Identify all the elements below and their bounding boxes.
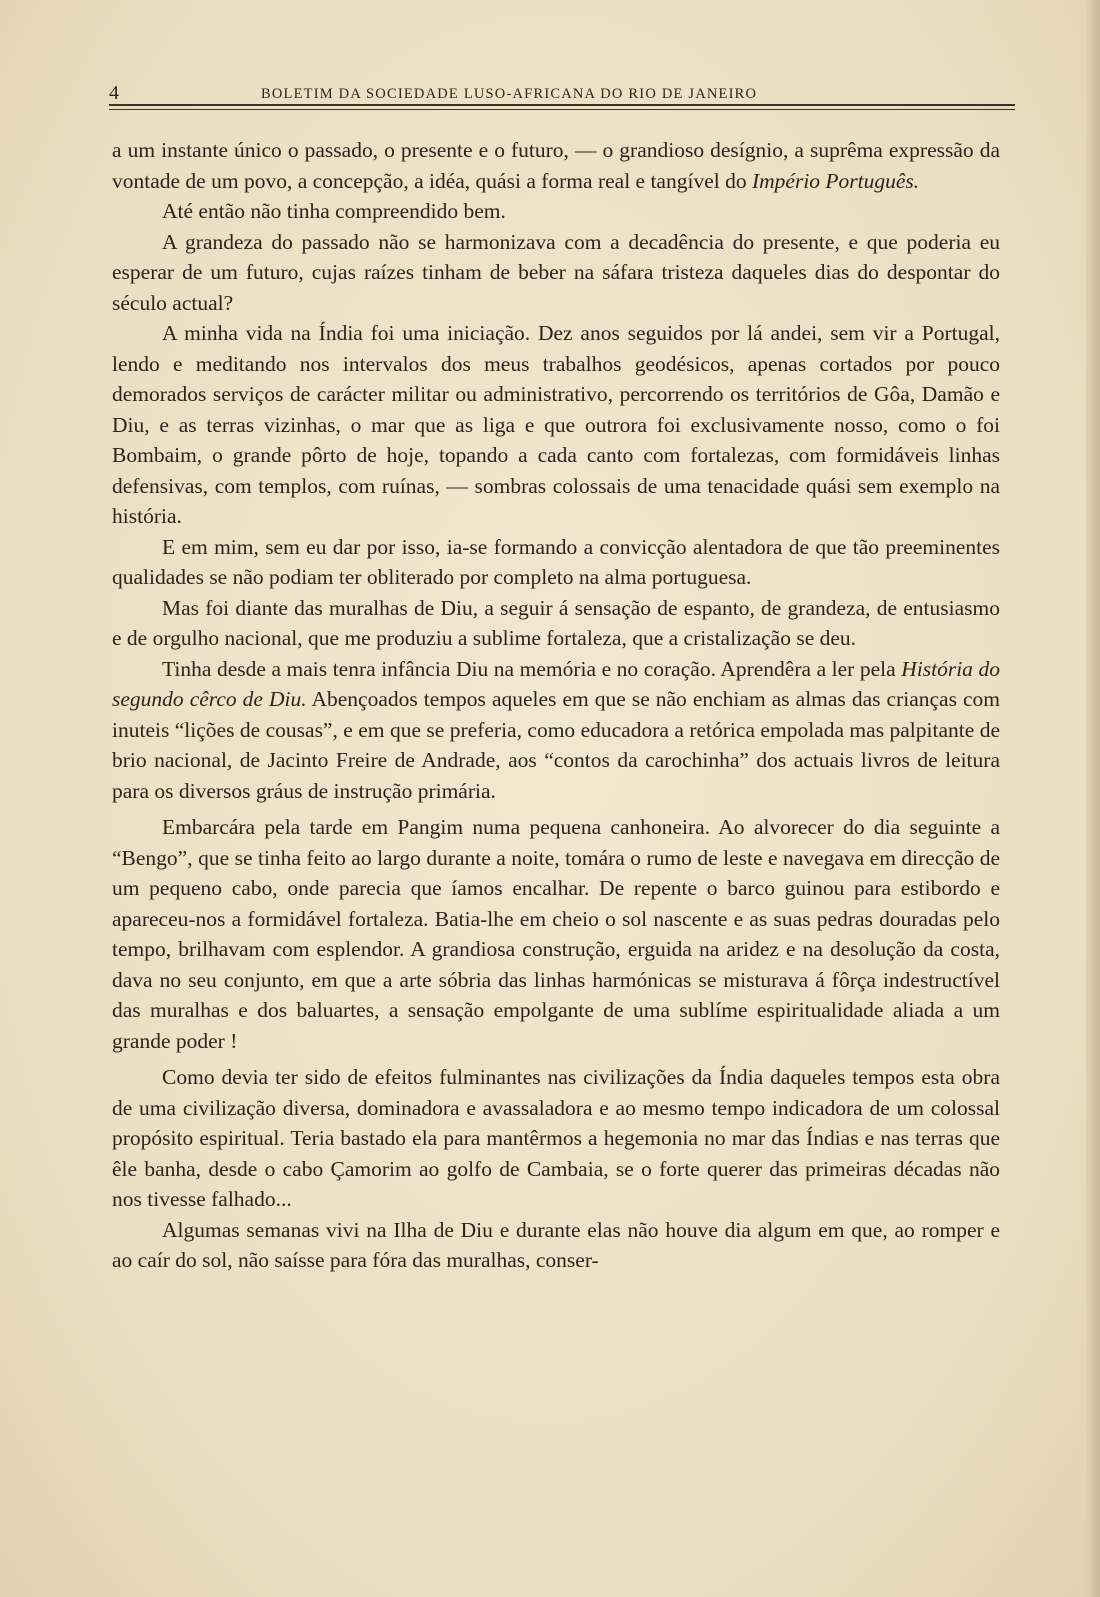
page-number: 4 (109, 82, 119, 104)
paragraph: Algumas semanas vivi na Ilha de Diu e durante elas não houve dia algum em que, ao romper e ao caír do sol, não saísse para fóra das muralhas, conser- (112, 1217, 1000, 1272)
paragraph-continued (112, 135, 1000, 196)
paragraph (112, 654, 1000, 807)
italic-title: História do segundo cêrco de Diu. (112, 656, 1000, 711)
header-rule-thick (109, 104, 1015, 106)
paragraph: Como devia ter sido de efeitos fulminantes nas civilizações da Índia daqueles tempos esta obra de uma civilização diversa, dominadora e avassaladora e ao mesmo tempo indicadora de um colossal propósito espiritual. Teria bastado ela para mantêrmos a hegemonia no mar das Índias e nas terras que êle banha, desde o cabo Çamorim ao golfo de Cambaia, se o forte querer das primeiras décadas não nos tivesse falhado... (112, 1065, 1000, 1211)
header-rule-thin (109, 109, 1015, 110)
paragraph: Embarcára pela tarde em Pangim numa pequena canhoneira. Ao alvorecer do dia seguinte a “Bengo”, que se tinha feito ao largo durante a noite, tomára o rumo de leste e navegava em direcção de um pequeno cabo, onde parecia que íamos encalhar. De repente o barco guinou para estibordo e apareceu-nos a formidável fortaleza. Batia-lhe em cheio o sol nascente e as suas pedras douradas pelo tempo, brilhavam com esplendor. A grandiosa construção, erguida na aridez e na desolução da costa, dava no seu conjunto, em que a arte sóbria das linhas harmónicas se misturava á fôrça indestructível das muralhas e dos baluartes, a sensação empolgante de uma sublíme espiritualidade aliada a um grande poder ! (112, 815, 1000, 1053)
italic-phrase: Império Português. (751, 168, 920, 193)
paragraph: Até então não tinha compreendido bem. (162, 199, 506, 223)
running-title: BOLETIM DA SOCIEDADE LUSO-AFRICANA DO RIO DE JANEIRO (261, 86, 758, 102)
paragraph-text: a um instante único o passado, o presente e o futuro, — o grandioso desígnio, a suprêma expressão da vontade de um povo, a concepção, a idéa, quási a forma real e tangível do (112, 138, 1000, 193)
paragraph: A grandeza do passado não se harmonizava com a decadência do presente, e que poderia eu esperar de um futuro, cujas raízes tinham de beber na sáfara tristeza daqueles dias do despontar do século actual? (112, 229, 1000, 315)
paragraph-text: Abençoados tempos aqueles em que se não enchiam as almas das crianças com inuteis “lições de cousas”, e em que se preferia, como educadora a retórica empolada mas palpitante de brio nacional, de Jacinto Freire de Andrade, aos “contos da carochinha” dos actuais livros de leitura para os diversos gráus de instrução primária. (112, 687, 1000, 803)
running-header (109, 82, 1015, 104)
article-body (112, 135, 1000, 1276)
page-edge-shadow (1086, 0, 1100, 1597)
paragraph-text: Tinha desde a mais tenra infância Diu na memória e no coração. Aprendêra a ler pela (162, 656, 902, 681)
paragraph: E em mim, sem eu dar por isso, ia-se formando a convicção alentadora de que tão preeminentes qualidades se não podiam ter obliterado por completo na alma portuguesa. (112, 534, 1000, 589)
paragraph: Mas foi diante das muralhas de Diu, a seguir á sensação de espanto, de grandeza, de entusiasmo e de orgulho nacional, que me produziu a sublime fortaleza, que a cristalização se deu. (112, 595, 1000, 650)
paragraph: A minha vida na Índia foi uma iniciação. Dez anos seguidos por lá andei, sem vir a Portugal, lendo e meditando nos intervalos dos meus trabalhos geodésicos, apenas cortados por pouco demorados serviços de carácter militar ou administrativo, percorrendo os territórios de Gôa, Damão e Diu, e as terras vizinhas, o mar que as liga e que outrora foi exclusivamente nosso, como o foi Bombaim, o grande pôrto de hoje, topando a cada canto com fortalezas, com formidáveis linhas defensivas, com templos, com ruínas, — sombras colossais de uma tenacidade quási sem exemplo na história. (112, 321, 1000, 528)
